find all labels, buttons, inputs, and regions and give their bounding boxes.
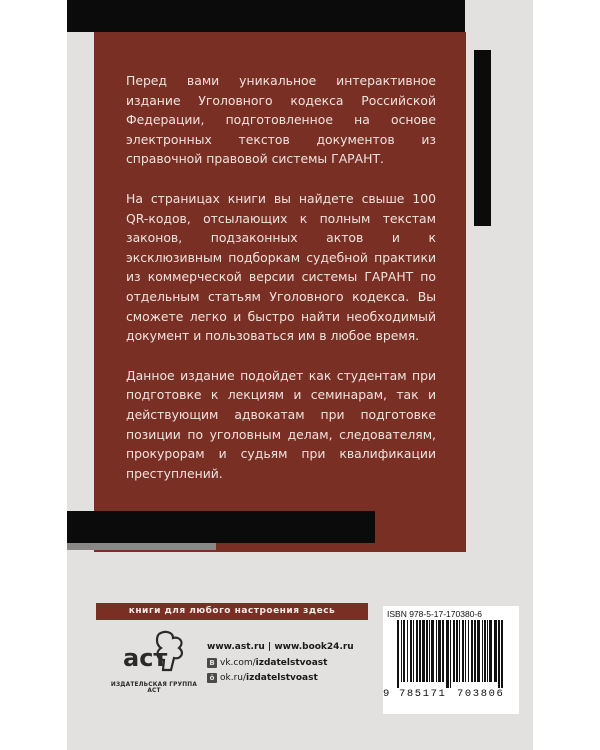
barcode-bar xyxy=(429,620,430,682)
logo-wordmark: аст xyxy=(123,644,168,672)
barcode-bar xyxy=(436,620,437,682)
social-prefix: vk.com/ xyxy=(220,658,256,668)
barcode-bar xyxy=(410,620,412,682)
barcode-bar xyxy=(416,620,418,682)
description-paragraph-3: Данное издание подойдет как студентам при подготовке к лекциям и семинарам, так и действующим адвокатам при подготовке позиции по уголовным делам, следователям, прокурорам и судьям при квалификации преступлений. xyxy=(126,367,436,481)
barcode-bar xyxy=(456,620,458,682)
decor-bar-grey xyxy=(67,543,216,550)
barcode-bar xyxy=(397,620,399,688)
publisher-logo xyxy=(105,630,203,694)
barcode-bar xyxy=(426,620,428,682)
ok-icon: ö xyxy=(207,673,217,683)
barcode-bar xyxy=(407,620,408,682)
social-link-vk[interactable] xyxy=(207,658,354,668)
decor-bar-right xyxy=(474,50,491,226)
barcode-bar xyxy=(453,620,455,682)
description-paragraph-2: На страницах книги вы найдете свыше 100 QR-кодов, отсылающих к полным текстам законов, подзаконных актов и к эксклюзивным подборкам судебной практики из коммерческой версии системы ГАРАНТ по отдельным статьям Уголовного кодекса. Вы сможете легко и быстро найти необходимый документ и пользоваться им в любое время. xyxy=(126,190,436,344)
barcode-graphic xyxy=(387,620,515,688)
barcode-bar xyxy=(438,620,441,682)
barcode-bar xyxy=(474,620,476,682)
barcode-bar xyxy=(501,620,503,688)
social-handle: izdatelstvoast xyxy=(255,658,328,668)
barcode-bar xyxy=(419,620,421,682)
barcode-bar xyxy=(487,620,488,682)
barcode-bar xyxy=(431,620,434,682)
barcode-bar xyxy=(422,620,425,682)
description-paragraph-1: Перед вами уникальное интерактивное издание Уголовного кодекса Российской Федерации, подготовленное на основе электронных текстов документов из справочной правовой системы ГАРАНТ. xyxy=(126,73,436,167)
isbn-barcode-block xyxy=(383,606,519,714)
barcode-bar xyxy=(450,620,451,688)
barcode-bar xyxy=(413,620,414,682)
barcode-bar xyxy=(494,620,497,682)
social-link-ok[interactable] xyxy=(207,673,354,683)
description-text xyxy=(126,71,436,503)
barcode-digits-left: 785171 xyxy=(399,688,447,700)
barcode-bar xyxy=(498,620,500,688)
barcode-bar xyxy=(484,620,486,682)
social-prefix: ok.ru/ xyxy=(220,673,247,683)
decor-bar-top xyxy=(67,0,465,32)
barcode-digit-first: 9 xyxy=(383,688,390,700)
ast-logo-icon xyxy=(119,630,189,676)
website-links[interactable]: www.ast.ru | www.book24.ru xyxy=(207,642,354,652)
social-handle: izdatelstvoast xyxy=(246,673,318,683)
barcode-bar xyxy=(477,620,480,682)
decor-bar-bottom xyxy=(67,511,375,543)
publisher-name: ИЗДАТЕЛЬСКАЯ ГРУППА АСТ xyxy=(110,682,198,694)
barcode-bar xyxy=(401,620,402,682)
publisher-slogan: книги для любого настроения здесь xyxy=(96,603,368,620)
barcode-bar xyxy=(462,620,464,682)
barcode-digits-right: 703806 xyxy=(457,688,505,700)
vk-icon: B xyxy=(207,658,217,668)
barcode-bar xyxy=(442,620,444,682)
barcode-bar xyxy=(471,620,473,682)
barcode-bar xyxy=(403,620,405,682)
barcode-bar xyxy=(465,620,466,682)
publisher-links xyxy=(207,642,354,688)
barcode-bar xyxy=(459,620,460,682)
isbn-label: ISBN 978-5-17-170380-6 xyxy=(387,609,482,619)
barcode-bar xyxy=(489,620,492,682)
barcode-bar xyxy=(482,620,483,682)
barcode-bar xyxy=(468,620,469,682)
barcode-bar xyxy=(446,620,449,688)
